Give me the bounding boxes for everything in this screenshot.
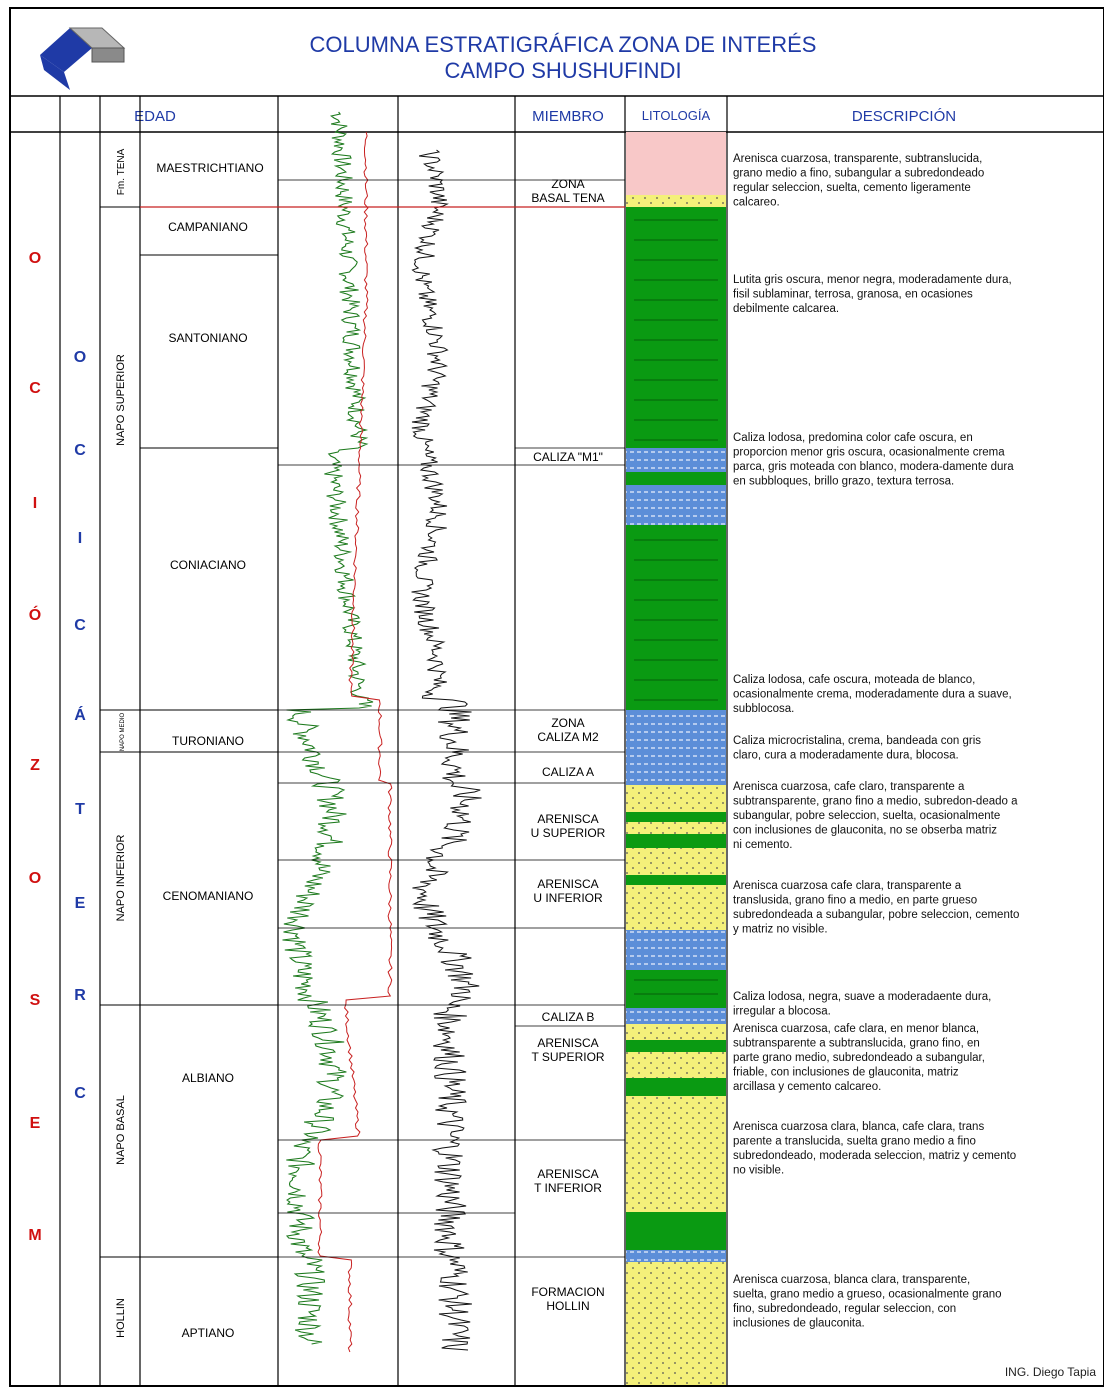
description-text: Caliza lodosa, predomina color cafe oscura, en proporcion menor gris oscura, ocasionalmente crema parca, gris moteada con blanco, modera-damente dura en subbloques, brillo grazo, textura terrosa. [733,432,1014,488]
era-letter: Z [30,757,40,774]
lithology-tena-shale [626,132,726,195]
lithology-u-sandstone [626,785,726,930]
period-letter: R [74,987,86,1004]
member-label: FORMACION HOLLIN [531,1285,605,1313]
header-edad: EDAD [134,108,176,125]
member-label: CALIZA B [541,1010,595,1024]
period-letter: Á [74,707,86,724]
lithology-shale [626,525,726,710]
stage-cenomaniano: CENOMANIANO [162,889,254,903]
era-letter: O [28,870,42,887]
stage-maestrichtiano: MAESTRICHTIANO [156,161,264,175]
member-label: ARENISCA T INFERIOR [534,1167,602,1195]
header-miembro: MIEMBRO [532,108,604,125]
stage-aptiano: APTIANO [181,1326,235,1340]
period-letter: O [73,349,87,366]
era-letter: O [28,250,42,267]
lithology-limestone-thin [626,1250,726,1262]
description-text: Arenisca cuarzosa, cafe clara, en menor blanca, subtransparente a subtranslucida, grano fino, en parte grano medio, subredondeado a subangular, friable, con inclusiones de glauconita, matriz arcillasa y cemento calcareo. [733,1023,985,1093]
formation-napo-superior: NAPO SUPERIOR [115,354,127,446]
era-letter: Ó [28,607,42,624]
formation-hollin: HOLLIN [115,1298,127,1338]
period-letter: T [75,801,85,818]
era-letter: M [28,1227,42,1244]
lithology-shale-streak [626,812,726,822]
member-label: ARENISCA U INFERIOR [533,877,603,905]
lithology-limestone-b-upper [626,930,726,970]
member-label: ARENISCA U SUPERIOR [530,812,606,840]
description-text: Arenisca cuarzosa, blanca clara, transparente, suelta, grano medio a grueso, ocasionalmente grano fino, subredondeado, regular seleccion, con inclusiones de glauconita. [733,1274,1002,1330]
header-descripcion: DESCRIPCIÓN [851,108,957,125]
lithology-shale [626,1212,726,1250]
lithology-shale-band [626,472,726,485]
formation-napo-medio: NAPO MEDIO [120,712,126,752]
lithology-shale [626,970,726,1008]
era-letter: S [29,992,41,1009]
description-text: Lutita gris oscura, menor negra, moderadamente dura, fisil sublaminar, terrosa, granosa, en ocasiones debilmente calcarea. [733,274,1012,315]
description-text: Arenisca cuarzosa, transparente, subtranslucida, grano medio a fino, subangular a subredondeado regular seleccion, suelta, cemento ligeramente calcareo. [733,153,985,209]
formation-napo-inferior: NAPO INFERIOR [115,834,127,922]
lithology-m1-limestone-lower [626,485,726,525]
stage-santoniano: SANTONIANO [168,331,248,345]
member-label: ZONA CALIZA M2 [537,716,599,744]
author-signature: ING. Diego Tapia [1004,1365,1096,1379]
lithology-hollin-sand [626,1262,726,1385]
member-label: CALIZA "M1" [533,450,603,464]
member-label: CALIZA A [541,765,595,779]
stage-albiano: ALBIANO [181,1071,235,1085]
description-text: Arenisca cuarzosa cafe clara, transparente a translusida, grano fino a medio, en parte grueso subredondeada a subangular, pobre seleccion, cemento y matriz no visible. [733,880,1020,936]
period-letter: C [74,617,86,634]
period-letter: C [74,1085,86,1102]
formation-fm-tena: Fm. TENA [116,148,127,196]
lithology-limestone-a [626,710,726,785]
lithology-shale-streak [626,1078,726,1096]
lithology-shale-streak [626,834,726,848]
lithology-shale-streak [626,1040,726,1052]
era-letter: C [29,380,41,397]
title-line-2: CAMPO SHUSHUFINDI [444,58,682,83]
period-letter: I [77,530,83,547]
member-label: ARENISCA T SUPERIOR [531,1036,605,1064]
lithology-m1-limestone [626,448,726,472]
stage-turoniano: TURONIANO [172,734,244,748]
era-letter: I [32,495,38,512]
lithology-shale-streak [626,875,726,885]
description-text: Caliza lodosa, negra, suave a moderadaente dura, irregular a blocosa. [733,991,992,1018]
title-line-1: COLUMNA ESTRATIGRÁFICA ZONA DE INTERÉS [309,32,817,57]
stage-coniaciano: CONIACIANO [169,558,247,572]
description-text: Caliza lodosa, cafe oscura, moteada de blanco, ocasionalmente crema, moderadamente dura a suave, subblocosa. [733,674,1012,715]
lithology-caliza-b [626,1008,726,1024]
member-label: ZONA BASAL TENA [531,177,605,205]
period-letter: C [74,442,86,459]
description-text: Arenisca cuarzosa clara, blanca, cafe clara, trans parente a translucida, suelta grano medio a fino subredondeado, moderada seleccion, matriz y cemento no visible. [733,1121,1017,1177]
lithology-napo-shale [626,207,726,448]
period-letter: E [74,895,86,912]
description-text: Caliza microcristalina, crema, bandeada con gris claro, cura a moderadamente dura, blocosa. [733,735,981,762]
era-letter: E [29,1115,41,1132]
header-litologia: LITOLOGÍA [641,108,711,123]
lithology-column [626,132,726,1385]
lithology-basal-tena-sand [626,195,726,207]
formation-napo-basal: NAPO BASAL [115,1095,127,1165]
description-text: Arenisca cuarzosa, cafe claro, transparente a subtransparente, grano fino a medio, subredon-deado a subangular, pobre seleccion, suelta, ocasionalmente con inclusiones de glauconita, no se obserba matriz ni cemento. [733,781,1018,851]
stage-campaniano: CAMPANIANO [168,220,248,234]
